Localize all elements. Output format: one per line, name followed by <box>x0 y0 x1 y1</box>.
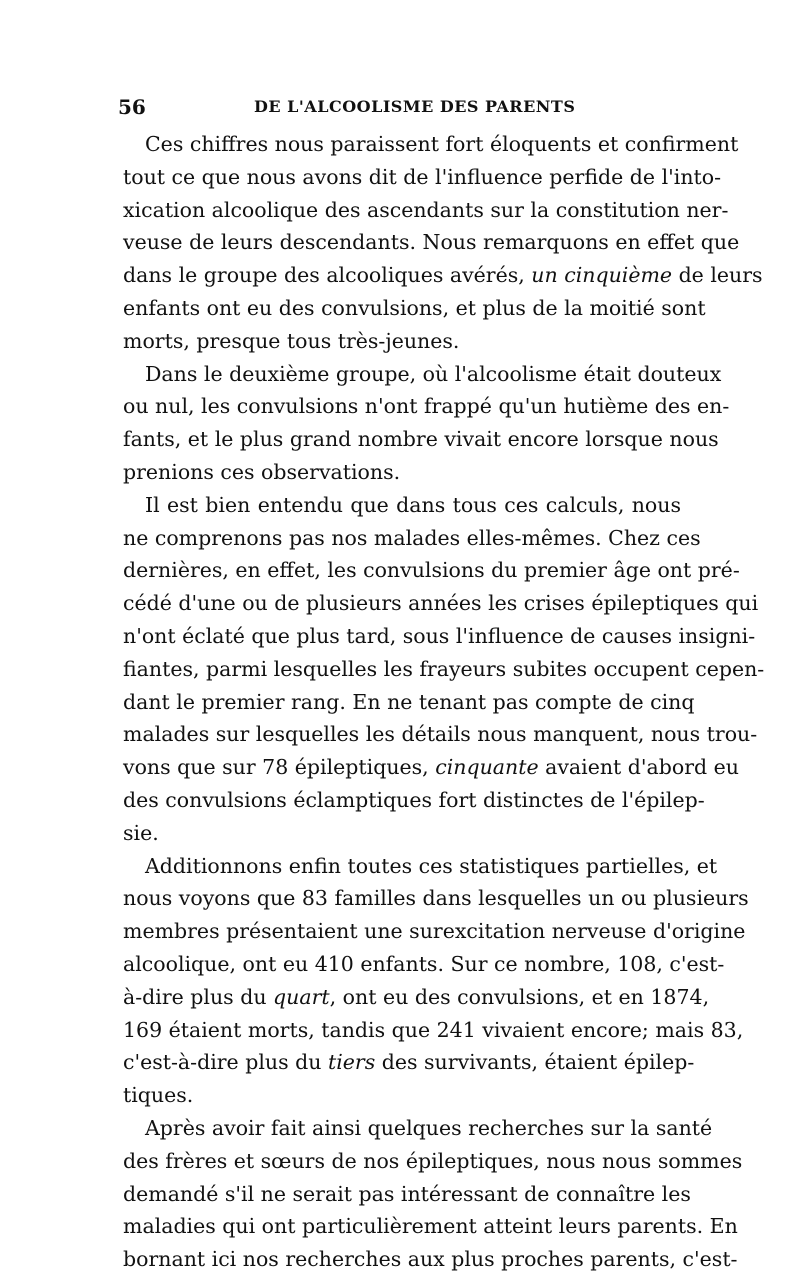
text-line: Après avoir fait ainsi quelques recherches sur la santé <box>145 1115 713 1140</box>
text-line: tiques. <box>123 1083 194 1108</box>
text-line: sie. <box>123 820 159 845</box>
text-line: Additionnons enfin toutes ces statistiques partielles, et <box>145 853 718 878</box>
text-line: ne comprenons pas nos malades elles-mêmes. Chez ces <box>123 525 701 550</box>
italic-emphasis: tiers <box>327 1050 376 1075</box>
paragraph <box>123 128 763 358</box>
italic-emphasis: cinquante <box>435 755 539 780</box>
text-line: enfants ont eu des convulsions, et plus de la moitié sont <box>123 295 706 320</box>
text-line: fants, et le plus grand nombre vivait encore lorsque nous <box>123 427 719 452</box>
text-line: 169 étaient morts, tandis que 241 vivaient encore; mais 83, <box>123 1017 744 1042</box>
text-line: malades sur lesquelles les détails nous manquent, nous trou- <box>123 722 758 747</box>
text-line: alcoolique, ont eu 410 enfants. Sur ce nombre, 108, c'est- <box>123 951 725 976</box>
text-line: xication alcoolique des ascendants sur la constitution ner- <box>123 197 729 222</box>
text-line: morts, presque tous très-jeunes. <box>123 328 460 353</box>
paragraph <box>123 850 749 1112</box>
text-line: Dans le deuxième groupe, où l'alcoolisme était douteux <box>145 361 722 386</box>
text-line: cédé d'une ou de plusieurs années les crises épileptiques qui <box>123 591 759 616</box>
italic-emphasis: un cinquième <box>531 263 673 288</box>
running-title: DE L'ALCOOLISME DES PARENTS <box>254 97 576 116</box>
text-line: des frères et sœurs de nos épileptiques, nous nous sommes <box>123 1148 743 1173</box>
text-line: Il est bien entendu que dans tous ces calculs, nous <box>145 492 681 517</box>
italic-emphasis: quart <box>273 984 330 1009</box>
text-line: fiantes, parmi lesquelles les frayeurs subites occupent cepen- <box>123 656 765 681</box>
paragraph <box>123 489 765 850</box>
text-line: tout ce que nous avons dit de l'influence perfide de l'into- <box>123 164 722 189</box>
running-head <box>118 95 680 121</box>
text-line: maladies qui ont particulièrement atteint leurs parents. En <box>123 1214 738 1239</box>
text-line: nous voyons que 83 familles dans lesquelles un ou plusieurs <box>123 886 749 911</box>
text-line: veuse de leurs descendants. Nous remarquons en effet que <box>123 230 740 255</box>
text-line: ou nul, les convulsions n'ont frappé qu'un hutième des en- <box>123 394 730 419</box>
text-line: bornant ici nos recherches aux plus proches parents, c'est- <box>123 1247 738 1272</box>
text-line: des convulsions éclamptiques fort distinctes de l'épilep- <box>123 787 705 812</box>
text-line: Ces chiffres nous paraissent fort éloquents et confirment <box>145 132 739 156</box>
body-text <box>123 128 765 1276</box>
page-number: 56 <box>118 95 146 119</box>
text-line: à-dire plus du quart, ont eu des convulsions, et en 1874, <box>123 984 710 1009</box>
text-line: dernières, en effet, les convulsions du premier âge ont pré- <box>123 558 740 583</box>
text-line: dant le premier rang. En ne tenant pas compte de cinq <box>123 689 695 714</box>
text-line: demandé s'il ne serait pas intéressant de connaître les <box>123 1181 691 1206</box>
text-line: prenions ces observations. <box>123 459 401 484</box>
text-line: n'ont éclaté que plus tard, sous l'influence de causes insigni- <box>123 623 756 648</box>
paragraph <box>123 358 730 489</box>
paragraph <box>123 1112 743 1276</box>
text-line: dans le groupe des alcooliques avérés, un cinquième de leurs <box>123 263 763 288</box>
text-line: c'est-à-dire plus du tiers des survivants, étaient épilep- <box>123 1050 695 1075</box>
text-line: vons que sur 78 épileptiques, cinquante avaient d'abord eu <box>123 755 739 780</box>
text-line: membres présentaient une surexcitation nerveuse d'origine <box>123 919 746 944</box>
